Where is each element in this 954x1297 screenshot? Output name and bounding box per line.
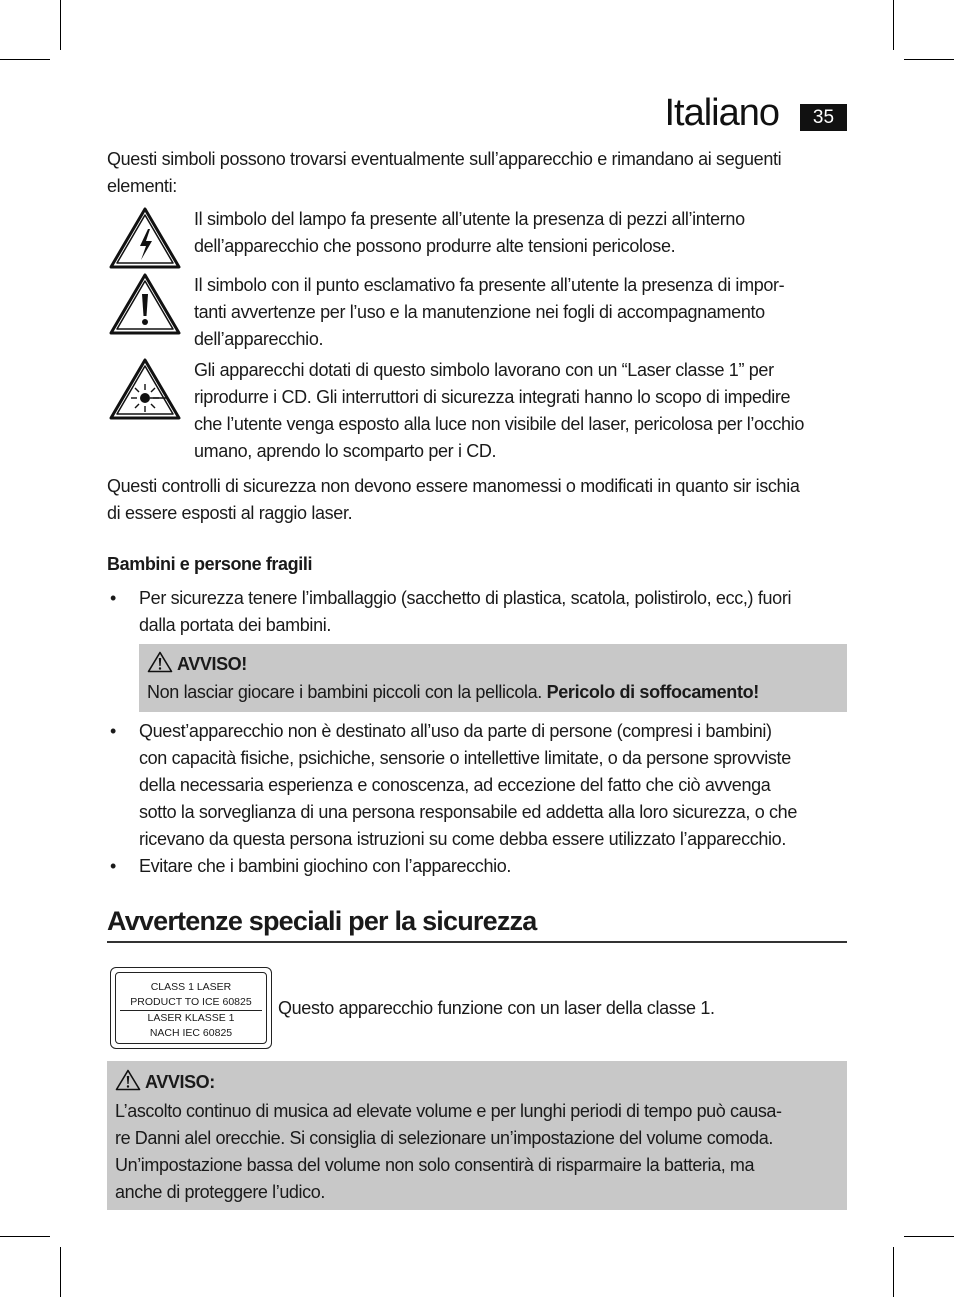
list-item-line: Evitare che i bambini giochino con l’apparecchio. <box>139 856 512 876</box>
laser-class-label <box>110 967 272 1049</box>
warning-triangle-icon <box>147 651 173 673</box>
intro-paragraph: Questi simboli possono trovarsi eventualmente sull’apparecchio e rimandano ai seguenti elementi: <box>107 149 782 196</box>
symbol-text-line: che l’utente venga esposto alla luce non visibile del laser, pericolosa per l’occhio <box>194 414 804 434</box>
bullet-marker: • <box>110 588 117 608</box>
list-item-line: Per sicurezza tenere l’imballaggio (sacchetto di plastica, scatola, polistirolo, ecc,) fuori <box>139 588 792 608</box>
laser-warning-icon <box>109 357 181 421</box>
warning-text-line: re Danni alel orecchie. Si consiglia di selezionare un’impostazione del volume comoda. <box>115 1128 773 1148</box>
list-item-line: sotto la sorveglianza di una persona responsabile ed addetta alla loro sicurezza, o che <box>139 802 797 822</box>
laser-label-line: PRODUCT TO ICE 60825 <box>120 995 262 1011</box>
symbol-text-line: Il simbolo del lampo fa presente all’utente la presenza di pezzi all’interno <box>194 209 745 229</box>
laser-label-line: LASER KLASSE 1 <box>147 1012 235 1024</box>
list-item-line: della necessaria esperienza e conoscenza, ad eccezione del fatto che ciò avvenga <box>139 775 771 795</box>
section-heading-special-safety: Avvertenze speciali per la sicurezza <box>107 906 847 943</box>
crop-mark <box>893 1247 894 1297</box>
warning-emphasis: Pericolo di soffocamento! <box>546 682 759 702</box>
crop-mark <box>904 59 954 60</box>
page-number-badge: 35 <box>800 104 847 131</box>
crop-mark <box>60 1247 61 1297</box>
warning-box-suffocation <box>139 644 847 712</box>
crop-mark <box>0 59 50 60</box>
warning-box-hearing <box>107 1061 847 1210</box>
list-item-line: ricevano da questa persona istruzioni su come debba essere utilizzato l’apparecchio. <box>139 829 786 849</box>
symbol-text-line: riprodurre i CD. Gli interruttori di sicurezza integrati hanno lo scopo di impedire <box>194 387 791 407</box>
exclamation-warning-icon <box>109 272 181 336</box>
page-title: Italiano <box>664 92 779 134</box>
symbol-text-line: Il simbolo con il punto esclamativo fa presente all’utente la presenza di impor- <box>194 275 785 295</box>
list-item-line: dalla portata dei bambini. <box>139 615 332 635</box>
lightning-warning-icon <box>109 206 181 270</box>
symbol-text-line: dell’apparecchio che possono produrre alte tensioni pericolose. <box>194 236 676 256</box>
warning-text-line: anche di proteggere l’udico. <box>115 1182 325 1202</box>
symbol-text-line: umano, aprendo lo scomparto per i CD. <box>194 441 497 461</box>
list-item-line: con capacità fisiche, psichiche, sensorie o intellettive limitate, o da persone sprovviste <box>139 748 791 768</box>
warning-triangle-icon <box>115 1069 141 1091</box>
safety-note-line: Questi controlli di sicurezza non devono essere manomessi o modificati in quanto sir ischia <box>107 476 800 496</box>
laser-label-line: CLASS 1 LASER <box>150 981 232 993</box>
laser-label-line: NACH IEC 60825 <box>149 1027 233 1039</box>
safety-note <box>107 473 852 527</box>
symbol-text-line: dell’apparecchio. <box>194 329 324 349</box>
crop-mark <box>60 0 61 50</box>
bullet-marker: • <box>110 856 117 876</box>
symbol-text-line: Gli apparecchi dotati di questo simbolo lavorano con un “Laser classe 1” per <box>194 360 774 380</box>
list-item-line: Quest’apparecchio non è destinato all’uso da parte di persone (compresi i bambini) <box>139 721 772 741</box>
warning-text-line: Un’impostazione bassa del volume non solo consentirà di risparmaire la batteria, ma <box>115 1155 755 1175</box>
children-section-heading: Bambini e persone fragili <box>107 554 313 574</box>
warning-title: AVVISO! <box>177 654 247 674</box>
crop-mark <box>904 1236 954 1237</box>
warning-text-line: L’ascolto continuo di musica ad elevate volume e per lunghi periodi di tempo può causa- <box>115 1101 782 1121</box>
crop-mark <box>0 1236 50 1237</box>
crop-mark <box>893 0 894 50</box>
warning-text: Non lasciar giocare i bambini piccoli con la pellicola. <box>147 682 542 702</box>
symbol-text-line: tanti avvertenze per l’uso e la manutenzione nei fogli di accompagnamento <box>194 302 765 322</box>
laser-class-text: Questo apparecchio funzione con un laser della classe 1. <box>278 998 715 1018</box>
safety-note-line: di essere esposti al raggio laser. <box>107 503 353 523</box>
warning-title: AVVISO: <box>145 1072 215 1092</box>
bullet-marker: • <box>110 721 117 741</box>
